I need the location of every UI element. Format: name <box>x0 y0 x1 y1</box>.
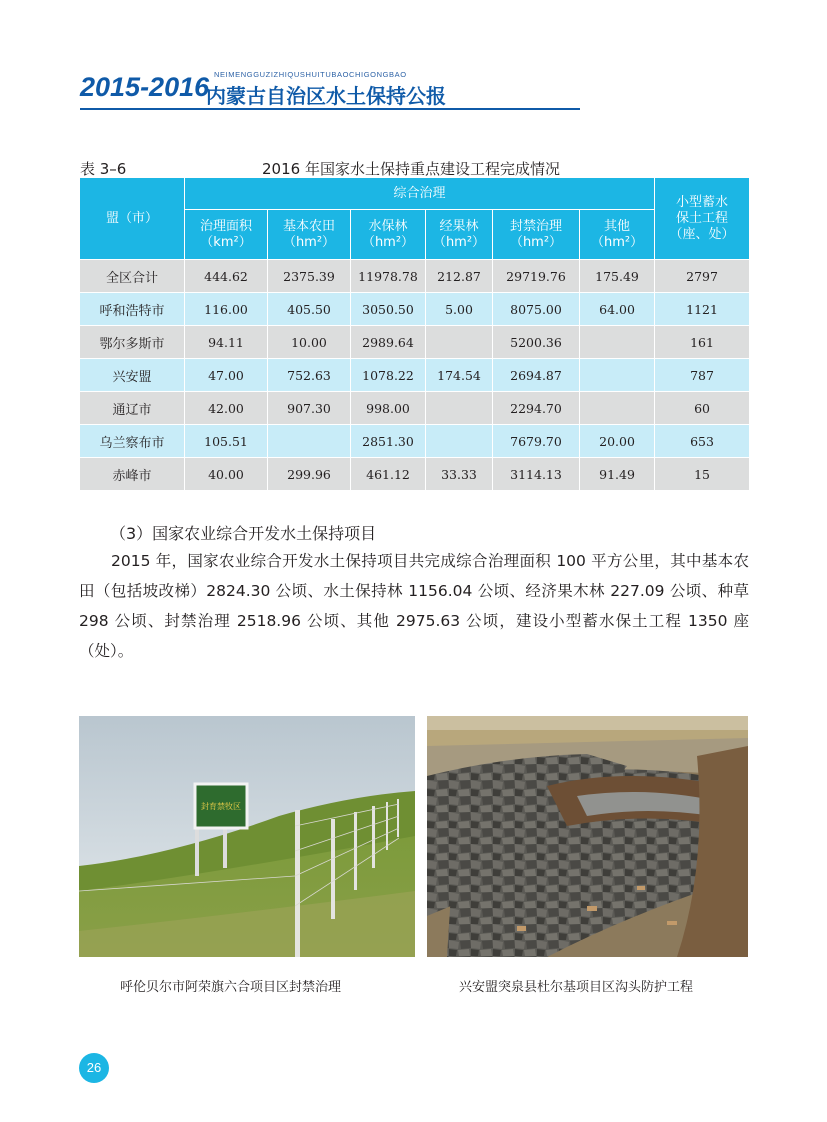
row-value: 2989.64 <box>351 326 426 359</box>
photo-gully-protection <box>427 716 748 957</box>
row-league-name: 乌兰察布市 <box>80 425 185 458</box>
row-value: 7679.70 <box>493 425 580 458</box>
row-league-name: 鄂尔多斯市 <box>80 326 185 359</box>
row-value <box>268 425 351 458</box>
row-value: 2694.87 <box>493 359 580 392</box>
row-league-name: 通辽市 <box>80 392 185 425</box>
row-value: 33.33 <box>426 458 493 491</box>
row-value: 42.00 <box>185 392 268 425</box>
row-value: 174.54 <box>426 359 493 392</box>
row-value <box>426 326 493 359</box>
row-value: 5200.36 <box>493 326 580 359</box>
row-value: 907.30 <box>268 392 351 425</box>
row-value <box>426 392 493 425</box>
row-value: 29719.76 <box>493 260 580 293</box>
row-value: 91.49 <box>580 458 655 491</box>
row-value: 1078.22 <box>351 359 426 392</box>
row-value <box>580 392 655 425</box>
table-row <box>80 458 750 491</box>
header-col: 封禁治理 （hm²） <box>493 210 580 260</box>
sign-text: 封育禁牧区 <box>201 802 241 811</box>
row-value: 60 <box>655 392 750 425</box>
row-value: 20.00 <box>580 425 655 458</box>
row-value: 3114.13 <box>493 458 580 491</box>
row-value: 299.96 <box>268 458 351 491</box>
row-value: 8075.00 <box>493 293 580 326</box>
page-number: 26 <box>79 1053 109 1083</box>
row-value: 105.51 <box>185 425 268 458</box>
header-league: 盟（市） <box>80 178 185 260</box>
table-label: 表 3–6 <box>80 160 127 178</box>
report-years: 2015-2016 <box>80 72 210 102</box>
row-value: 175.49 <box>580 260 655 293</box>
row-value <box>580 359 655 392</box>
row-value: 787 <box>655 359 750 392</box>
row-value: 15 <box>655 458 750 491</box>
row-league-name: 兴安盟 <box>80 359 185 392</box>
row-value: 94.11 <box>185 326 268 359</box>
section-heading: （3）国家农业综合开发水土保持项目 <box>110 524 377 543</box>
header-col: 其他 （hm²） <box>580 210 655 260</box>
row-value: 212.87 <box>426 260 493 293</box>
row-value: 998.00 <box>351 392 426 425</box>
table-row <box>80 392 750 425</box>
row-value <box>580 326 655 359</box>
row-value: 2851.30 <box>351 425 426 458</box>
section-paragraph <box>79 546 749 666</box>
table-row <box>80 293 750 326</box>
row-league-name: 赤峰市 <box>80 458 185 491</box>
row-value: 3050.50 <box>351 293 426 326</box>
row-value: 444.62 <box>185 260 268 293</box>
header-comprehensive: 综合治理 <box>185 178 655 210</box>
row-value: 161 <box>655 326 750 359</box>
table-row <box>80 425 750 458</box>
header-divider <box>80 108 580 110</box>
row-value: 2294.70 <box>493 392 580 425</box>
row-value <box>426 425 493 458</box>
header-small-line1: 小型蓄水 <box>676 194 729 210</box>
header-small-line3: （座、处） <box>669 226 735 242</box>
table-row <box>80 359 750 392</box>
row-value: 64.00 <box>580 293 655 326</box>
row-value: 2797 <box>655 260 750 293</box>
row-value: 1121 <box>655 293 750 326</box>
report-title: 内蒙古自治区水土保持公报 <box>206 84 446 108</box>
row-value: 653 <box>655 425 750 458</box>
table-row <box>80 326 750 359</box>
row-value: 405.50 <box>268 293 351 326</box>
photo-grassland-enclosure <box>79 716 415 957</box>
report-pinyin: NEIMENGGUZIZHIQUSHUITUBAOCHIGONGBAO <box>214 70 407 79</box>
row-league-name: 全区合计 <box>80 260 185 293</box>
row-value: 10.00 <box>268 326 351 359</box>
row-value: 5.00 <box>426 293 493 326</box>
row-value: 47.00 <box>185 359 268 392</box>
row-value: 2375.39 <box>268 260 351 293</box>
row-value: 461.12 <box>351 458 426 491</box>
row-value: 116.00 <box>185 293 268 326</box>
row-value: 11978.78 <box>351 260 426 293</box>
left-photo-caption: 呼伦贝尔市阿荣旗六合项目区封禁治理 <box>120 980 342 995</box>
header-col: 水保林 （hm²） <box>351 210 426 260</box>
header-col: 经果林 （hm²） <box>426 210 493 260</box>
header-small-works <box>655 178 750 260</box>
header-small-line2: 保土工程 <box>676 210 729 226</box>
header-col: 治理面积 （km²） <box>185 210 268 260</box>
row-value: 40.00 <box>185 458 268 491</box>
construction-table <box>79 177 750 491</box>
row-league-name: 呼和浩特市 <box>80 293 185 326</box>
row-value: 752.63 <box>268 359 351 392</box>
header-col: 基本农田 （hm²） <box>268 210 351 260</box>
table-row <box>80 260 750 293</box>
table-title: 2016 年国家水土保持重点建设工程完成情况 <box>262 160 560 178</box>
right-photo-caption: 兴安盟突泉县杜尔基项目区沟头防护工程 <box>459 980 694 995</box>
paragraph-text: 2015 年，国家农业综合开发水土保持项目共完成综合治理面积 100 平方公里，其中基本农田（包括坡改梯）2824.30 公顷、水土保持林 1156.04 公顷、经济果木林 227.09 公顷、种草 298 公顷、封禁治理 2518.96 公顷、其他 2975.63 公顷，建设小型蓄水保土工程 1350 座（处）。 <box>79 552 749 660</box>
